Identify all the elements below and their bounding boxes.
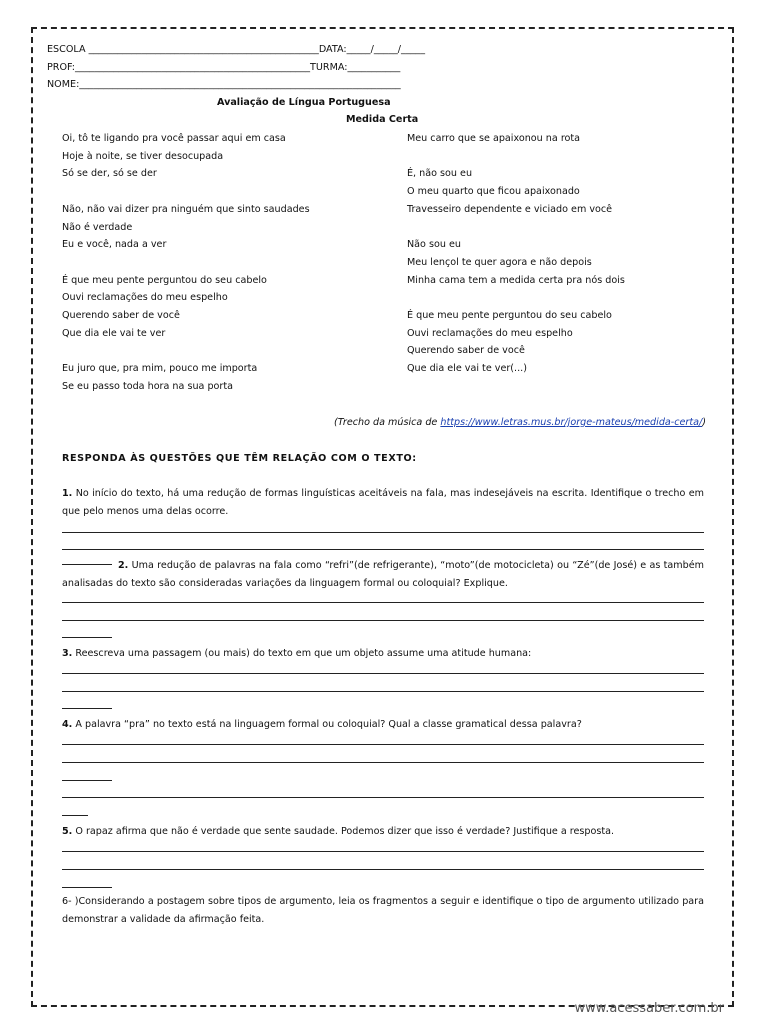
- answer-line[interactable]: [62, 637, 112, 638]
- credit-prefix: (Trecho da música de: [334, 417, 441, 428]
- question-6: 6- )Considerando a postagem sobre tipos de argumento, leia os fragmentos a seguir e identifique o tipo de argumento utilizado para demonstrar a validade da afirmação feita.: [62, 896, 704, 925]
- lyrics-line: Ouvi reclamações do meu espelho: [407, 327, 573, 339]
- question-5-number: 5.: [62, 826, 73, 837]
- lyrics-line: É que meu pente perguntou do seu cabelo: [407, 310, 612, 321]
- lyrics-line: É que meu pente perguntou do seu cabelo: [62, 274, 267, 286]
- lyrics-line: Se eu passo toda hora na sua porta: [62, 380, 233, 392]
- credit-link[interactable]: https://www.letras.mus.br/jorge-mateus/medida-certa/: [440, 417, 703, 428]
- answer-line[interactable]: [62, 851, 704, 852]
- question-4-number: 4.: [62, 719, 73, 730]
- lyrics-line: Só se der, só se der: [62, 168, 157, 180]
- school-field: ESCOLA ________________________________________________DATA:_____/_____/_____: [47, 44, 426, 55]
- answer-line[interactable]: [62, 797, 704, 798]
- question-5: [62, 823, 704, 841]
- lyrics-line: Hoje à noite, se tiver desocupada: [62, 150, 224, 162]
- answer-line[interactable]: [62, 620, 704, 621]
- answer-line[interactable]: [62, 869, 704, 870]
- question-5-text: O rapaz afirma que não é verdade que sente saudade. Podemos dizer que isso é verdade? Justifique a resposta.: [72, 826, 615, 837]
- question-1-text: No início do texto, há uma redução de formas linguísticas aceitáveis na fala, mas indesejáveis na escrita. Identifique o trecho em que pelo menos uma delas ocorre.: [62, 488, 704, 517]
- song-credit: [334, 417, 706, 428]
- question-2: [62, 557, 704, 593]
- lyrics-line: Que dia ele vai te ver(...): [407, 363, 527, 375]
- lyrics-line: Querendo saber de você: [407, 345, 525, 357]
- answer-line[interactable]: [62, 673, 704, 674]
- name-field: NOME:___________________________________________________________________: [47, 79, 401, 90]
- teacher-field: PROF:_________________________________________________TURMA:___________: [47, 62, 401, 73]
- lyrics-line: Eu juro que, pra mim, pouco me importa: [62, 363, 258, 375]
- answer-line[interactable]: [62, 708, 112, 709]
- lyrics-line: Não, não vai dizer pra ninguém que sinto saudades: [62, 203, 310, 215]
- answer-line[interactable]: [62, 602, 704, 603]
- lyrics-line: Eu e você, nada a ver: [62, 239, 167, 251]
- lyrics-line: Oi, tô te ligando pra você passar aqui em casa: [62, 133, 286, 144]
- instructions-heading: RESPONDA ÀS QUESTÕES QUE TÊM RELAÇÃO COM O TEXTO:: [62, 453, 417, 464]
- lyrics-line: Não é verdade: [62, 221, 133, 233]
- lyrics-line: Querendo saber de você: [62, 310, 180, 321]
- question-3-number: 3.: [62, 648, 73, 659]
- lyrics-line: Que dia ele vai te ver: [62, 327, 166, 339]
- question-4: [62, 716, 704, 734]
- answer-line[interactable]: [62, 744, 704, 745]
- lyrics-line: Ouvi reclamações do meu espelho: [62, 292, 228, 304]
- question-2-number: 2.: [118, 560, 129, 571]
- answer-line[interactable]: [62, 762, 704, 763]
- answer-line[interactable]: [62, 887, 112, 888]
- lyrics-line: Meu lençol te quer agora e não depois: [407, 256, 592, 268]
- lyrics-line: É, não sou eu: [407, 168, 473, 180]
- lyrics-line: O meu quarto que ficou apaixonado: [407, 186, 580, 198]
- lyrics-line: Minha cama tem a medida certa pra nós dois: [407, 274, 625, 286]
- question-1: [62, 485, 704, 521]
- answer-line[interactable]: [62, 532, 704, 533]
- answer-line[interactable]: [62, 549, 704, 550]
- question-2-text: Uma redução de palavras na fala como “refri”(de refrigerante), “moto”(de motocicleta) ou “Zé”(de José) e as também analisadas do texto são consideradas variações da linguagem formal ou coloquial? Explique.: [62, 560, 704, 589]
- question-1-number: 1.: [62, 488, 73, 499]
- question-3: [62, 645, 704, 663]
- song-title: Medida Certa: [346, 114, 419, 125]
- site-watermark: www.acessaber.com.br: [574, 1001, 724, 1016]
- answer-line[interactable]: [62, 780, 112, 781]
- worksheet-title: Avaliação de Língua Portuguesa: [217, 97, 391, 108]
- answer-line[interactable]: [62, 691, 704, 692]
- lyrics-line: Meu carro que se apaixonou na rota: [407, 133, 581, 144]
- question-3-text: Reescreva uma passagem (ou mais) do texto em que um objeto assume uma atitude humana:: [72, 648, 532, 659]
- lyrics-line: Não sou eu: [407, 239, 461, 251]
- lyrics-line: Travesseiro dependente e viciado em você: [407, 203, 613, 215]
- answer-line[interactable]: [62, 815, 88, 816]
- question-4-text: A palavra “pra” no texto está na linguagem formal ou coloquial? Qual a classe gramatical dessa palavra?: [72, 719, 582, 730]
- credit-suffix: ): [702, 417, 706, 428]
